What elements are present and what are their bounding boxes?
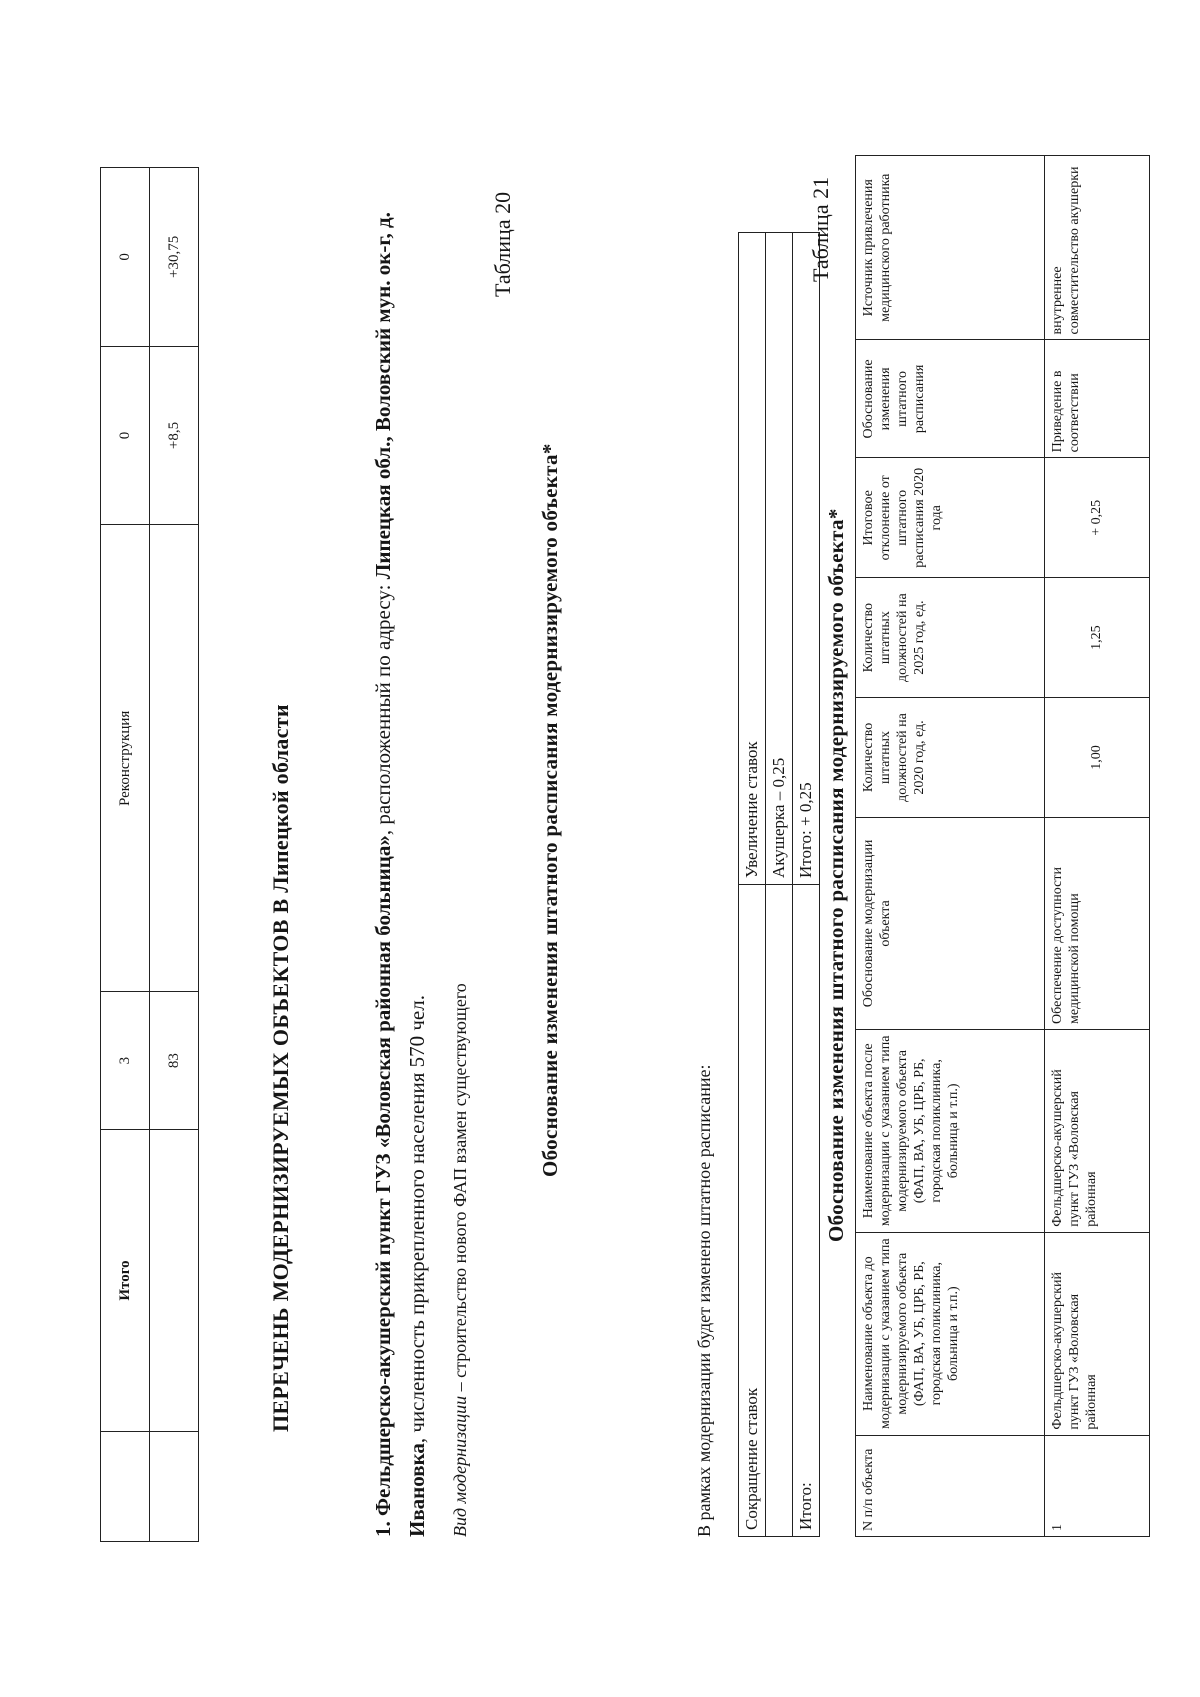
previous-table-fragment — [100, 167, 199, 1542]
table-cell: Обеспечение доступности медицинской помощи — [1045, 817, 1150, 1029]
cell: Сокращение ставок — [739, 885, 766, 1537]
section-title: ПЕРЕЧЕНЬ МОДЕРНИЗИРУЕМЫХ ОБЪЕКТОВ В Липецкой области — [268, 704, 293, 1432]
table-cell: Приведение в соответствии — [1045, 340, 1150, 458]
modernization-type-label: Вид модернизации — [450, 1395, 470, 1537]
cell: 0 — [101, 346, 150, 525]
staff-intro: В рамках модернизации будет изменено штатное расписание: — [694, 1064, 714, 1537]
table21-label: Таблица 21 — [808, 176, 833, 282]
header-cell: Источник привлечения медицинского работника — [856, 156, 1045, 340]
modernization-type — [450, 983, 471, 1537]
population-text: , численность прикрепленного населения 570 чел. — [405, 995, 429, 1444]
table-cell: 1 — [1045, 1435, 1150, 1536]
table-20 — [738, 232, 820, 1537]
cell — [766, 885, 793, 1537]
cell: +8,5 — [150, 346, 199, 525]
table-cell: Фельдшерско-акушерский пункт ГУЗ «Воловская районная — [1045, 1232, 1150, 1435]
cell: Реконструкция — [101, 525, 150, 992]
cell: 0 — [101, 168, 150, 347]
cell — [150, 525, 199, 992]
header-cell: Наименование объекта до модернизации с указанием типа модернизируемого объекта (ФАП, ВА, УБ, ЦРБ, РБ, городская поликлиника, больница и т.п.) — [856, 1232, 1045, 1435]
cell: Итого — [101, 1129, 150, 1431]
address-intro: , расположенный по адресу: — [371, 584, 395, 836]
object-address: Липецкая обл., Воловский мун. ок-г, д. Ивановка — [371, 212, 429, 1537]
header-cell: N п/п объекта — [856, 1435, 1045, 1536]
table20-label: Таблица 20 — [490, 191, 515, 297]
table-21 — [855, 155, 1150, 1537]
cell — [150, 1129, 199, 1431]
header-cell: Обоснование модернизации объекта — [856, 817, 1045, 1029]
table-cell: Фельдшерско-акушерский пункт ГУЗ «Воловская районная — [1045, 1029, 1150, 1232]
table-cell: + 0,25 — [1045, 458, 1150, 578]
cell: 3 — [101, 992, 150, 1129]
cell: Итого: — [793, 885, 820, 1537]
header-cell: Количество штатных должностей на 2020 год, ед. — [856, 698, 1045, 818]
object-name: Фельдшерско-акушерский пункт ГУЗ «Воловская районная больница» — [371, 835, 395, 1516]
object-description — [366, 117, 434, 1537]
cell — [150, 1432, 199, 1542]
cell: Итого: + 0,25 — [793, 233, 820, 885]
header-cell: Количество штатных должностей на 2025 год, ед. — [856, 578, 1045, 698]
modernization-type-value: – строительство нового ФАП взамен существующего — [450, 983, 470, 1396]
header-cell: Наименование объекта после модернизации с указанием типа модернизируемого объекта (ФАП, ВА, УБ, ЦРБ, РБ, городская поликлиника, больница и т.п.) — [856, 1029, 1045, 1232]
header-cell: Итоговое отклонение от штатного расписания 2020 года — [856, 458, 1045, 578]
table-cell: 1,00 — [1045, 698, 1150, 818]
cell: +30,75 — [150, 168, 199, 347]
cell: Увеличение ставок — [739, 233, 766, 885]
table-cell: 1,25 — [1045, 578, 1150, 698]
table-cell: внутреннее совместительство акушерки — [1045, 156, 1150, 340]
table20-title: Обоснование изменения штатного расписания модернизируемого объекта* — [538, 443, 562, 1177]
cell: 83 — [150, 992, 199, 1129]
cell — [101, 1432, 150, 1542]
table21-title: Обоснование изменения штатного расписания модернизируемого объекта* — [824, 508, 848, 1242]
header-cell: Обоснование изменения штатного расписания — [856, 340, 1045, 458]
object-number: 1. — [371, 1521, 395, 1537]
cell: Акушерка – 0,25 — [766, 233, 793, 885]
